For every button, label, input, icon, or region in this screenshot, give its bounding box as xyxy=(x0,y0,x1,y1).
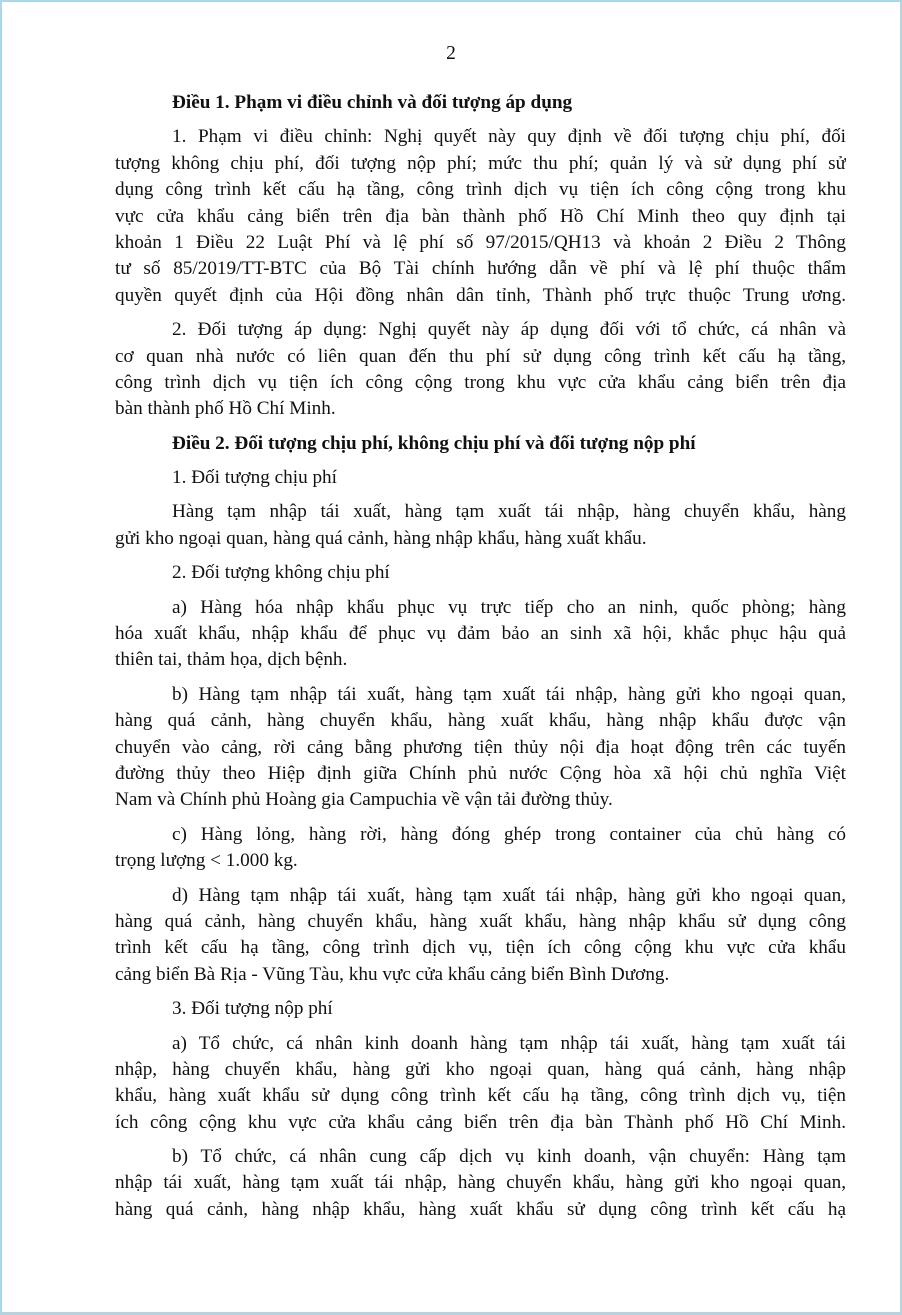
document-body xyxy=(115,90,846,1231)
article-1-paragraph-1 xyxy=(115,124,846,309)
text-line: cơ quan nhà nước có liên quan đến thu phí sử dụng công trình kết cấu hạ tầng, xyxy=(115,345,846,367)
text-line: d) Hàng tạm nhập tái xuất, hàng tạm xuất tái nhập, hàng gửi kho ngoại quan, xyxy=(172,884,846,906)
text-line: nhập, hàng chuyển khẩu, hàng gửi kho ngoại quan, hàng quá cảnh, hàng nhập xyxy=(115,1058,846,1080)
text-line: cảng biển Bà Rịa - Vũng Tàu, khu vực cửa khẩu cảng biển Bình Dương. xyxy=(115,963,670,985)
heading-line: Điều 1. Phạm vi điều chỉnh và đối tượng áp dụng xyxy=(172,92,573,113)
text-line: chuyển vào cảng, rời cảng bằng phương tiện thủy nội địa hoạt động trên các tuyến xyxy=(115,736,846,758)
text-line: khẩu, hàng xuất khẩu sử dụng công trình kết cấu hạ tầng, công trình dịch vụ, tiện xyxy=(115,1085,846,1107)
article-2-title xyxy=(115,431,846,457)
subheading-line: 3. Đối tượng nộp phí xyxy=(172,998,333,1020)
text-line: công trình dịch vụ tiện ích công cộng trong khu vực cửa khẩu cảng biển trên địa xyxy=(115,371,846,393)
text-line: b) Hàng tạm nhập tái xuất, hàng tạm xuất tái nhập, hàng gửi kho ngoại quan, xyxy=(172,683,846,705)
text-line: vực cửa khẩu cảng biển trên địa bàn thành phố Hồ Chí Minh theo quy định tại xyxy=(115,205,846,227)
text-line: nhập tái xuất, hàng tạm xuất tái nhập, hàng chuyển khẩu, hàng gửi kho ngoại quan, xyxy=(115,1172,846,1194)
text-line: trọng lượng < 1.000 kg. xyxy=(115,850,298,872)
text-line: ích công cộng khu vực cửa khẩu cảng biển trên địa bàn Thành phố Hồ Chí Minh. xyxy=(115,1111,846,1133)
text-line: dụng công trình kết cấu hạ tầng, công trình dịch vụ tiện ích công cộng trong khu xyxy=(115,179,846,201)
subheading-line: 1. Đối tượng chịu phí xyxy=(172,467,337,489)
text-line: 2. Đối tượng áp dụng: Nghị quyết này áp dụng đối với tổ chức, cá nhân và xyxy=(172,319,846,341)
section-3-item-b xyxy=(115,1144,846,1223)
section-1-title xyxy=(115,465,846,491)
section-3-item-a xyxy=(115,1031,846,1137)
text-line: đường thủy theo Hiệp định giữa Chính phủ nước Cộng hòa xã hội chủ nghĩa Việt xyxy=(115,762,846,784)
text-line: a) Tổ chức, cá nhân kinh doanh hàng tạm nhập tái xuất, hàng tạm xuất tái xyxy=(172,1032,846,1054)
article-1-title xyxy=(115,90,846,116)
text-line: quyền quyết định của Hội đồng nhân dân tỉnh, Thành phố trực thuộc Trung ương. xyxy=(115,284,846,306)
text-line: Nam và Chính phủ Hoàng gia Campuchia về vận tải đường thủy. xyxy=(115,789,613,811)
text-line: thiên tai, thảm họa, dịch bệnh. xyxy=(115,649,348,671)
text-line: hàng quá cảnh, hàng nhập khẩu, hàng xuất khẩu sử dụng công trình kết cấu hạ xyxy=(115,1198,846,1220)
section-2-item-d xyxy=(115,883,846,989)
text-line: b) Tổ chức, cá nhân cung cấp dịch vụ kinh doanh, vận chuyển: Hàng tạm xyxy=(172,1146,846,1168)
text-line: tư số 85/2019/TT-BTC của Bộ Tài chính hướng dẫn về phí và lệ phí thuộc thẩm xyxy=(115,258,846,280)
page-number: 2 xyxy=(446,43,456,64)
article-1-paragraph-2 xyxy=(115,317,846,423)
text-line: gửi kho ngoại quan, hàng quá cảnh, hàng nhập khẩu, hàng xuất khẩu. xyxy=(115,527,647,549)
text-line: hóa xuất khẩu, nhập khẩu để phục vụ đảm bảo an sinh xã hội, khắc phục hậu quả xyxy=(115,623,846,645)
section-2-title xyxy=(115,560,846,586)
text-line: hàng quá cảnh, hàng chuyển khẩu, hàng xuất khẩu, hàng nhập khẩu được vận xyxy=(115,710,846,732)
text-line: bàn thành phố Hồ Chí Minh. xyxy=(115,398,336,420)
text-line: hàng quá cảnh, hàng chuyển khẩu, hàng xuất khẩu, hàng nhập khẩu sử dụng công xyxy=(115,910,846,932)
text-line: c) Hàng lỏng, hàng rời, hàng đóng ghép trong container của chủ hàng có xyxy=(172,823,846,845)
section-3-title xyxy=(115,996,846,1022)
text-line: trình kết cấu hạ tầng, công trình dịch vụ, tiện ích công cộng khu vực cửa khẩu xyxy=(115,937,846,959)
section-2-item-a xyxy=(115,595,846,674)
heading-line: Điều 2. Đối tượng chịu phí, không chịu phí và đối tượng nộp phí xyxy=(172,432,696,454)
text-line: a) Hàng hóa nhập khẩu phục vụ trực tiếp cho an ninh, quốc phòng; hàng xyxy=(172,596,846,618)
text-line: tượng không chịu phí, đối tượng nộp phí; mức thu phí; quản lý và sử dụng phí sử xyxy=(115,152,846,174)
text-line: Hàng tạm nhập tái xuất, hàng tạm xuất tái nhập, hàng chuyển khẩu, hàng xyxy=(172,501,846,523)
subheading-line: 2. Đối tượng không chịu phí xyxy=(172,562,390,584)
section-1-text xyxy=(115,499,846,552)
section-2-item-c xyxy=(115,822,846,875)
text-line: khoản 1 Điều 22 Luật Phí và lệ phí số 97/2015/QH13 và khoản 2 Điều 2 Thông xyxy=(115,231,846,253)
text-line: 1. Phạm vi điều chỉnh: Nghị quyết này quy định về đối tượng chịu phí, đối xyxy=(172,126,846,148)
section-2-item-b xyxy=(115,682,846,814)
